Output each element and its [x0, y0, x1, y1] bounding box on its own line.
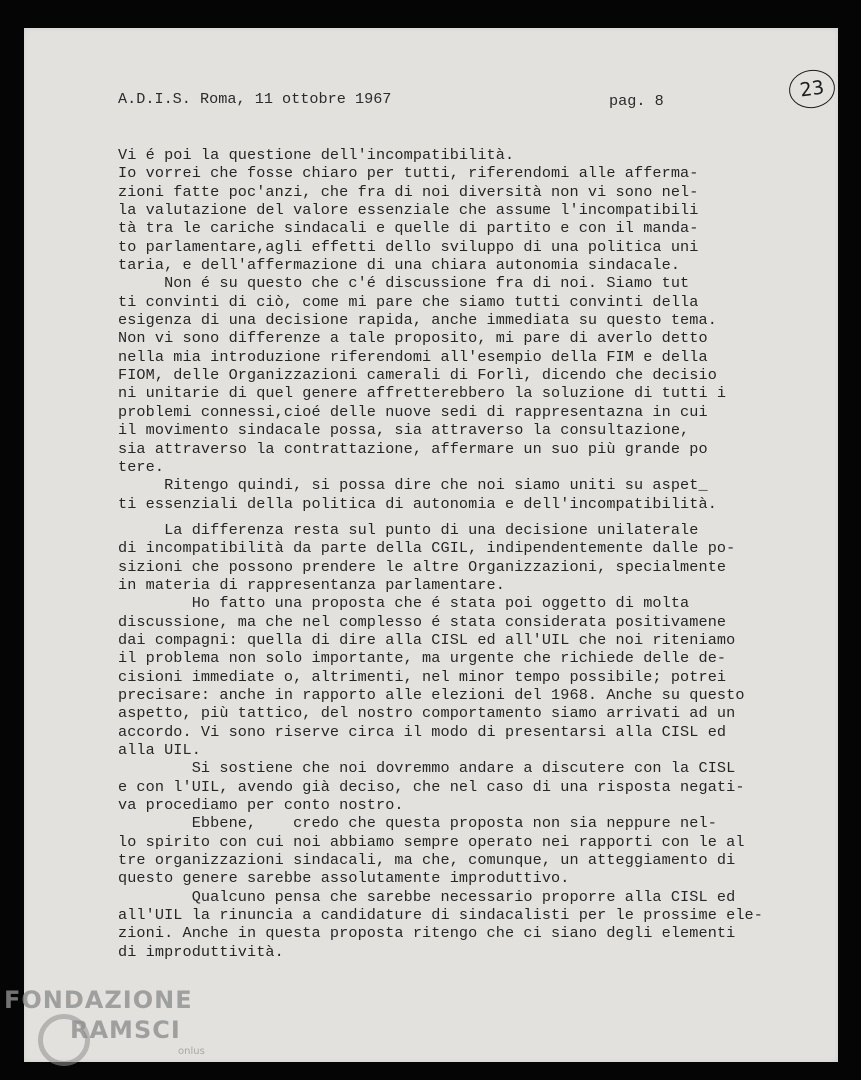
text-line: tre organizzazioni sindacali, ma che, comunque, un atteggiamento di	[118, 851, 736, 870]
text-line: ni unitarie di quel genere affretterebbero la soluzione di tutti i	[118, 384, 727, 403]
page-label: pag. 8	[609, 92, 664, 110]
text-line: in materia di rappresentanza parlamentare.	[118, 575, 505, 594]
text-line: va procediamo per conto nostro.	[118, 796, 404, 815]
text-line: tere.	[118, 457, 165, 476]
text-line: di improduttività.	[118, 942, 284, 961]
text-line: di incompatibilità da parte della CGIL, indipendentemente dalle po-	[118, 539, 736, 558]
text-line: dai compagni: quella di dire alla CISL ed all'UIL che noi riteniamo	[118, 630, 736, 649]
text-line: accordo. Vi sono riserve circa il modo di presentarsi alla CISL ed	[118, 722, 727, 741]
paragraph-gap	[118, 513, 763, 521]
text-line: Ho fatto una proposta che é stata poi oggetto di molta	[118, 594, 690, 613]
watermark-line1: FONDAZIONE	[4, 986, 193, 1014]
text-line: Vi é poi la questione dell'incompatibilità.	[118, 146, 515, 164]
text-line: tà tra le cariche sindacali e quelle di partito e con il manda-	[118, 219, 699, 238]
text-line: il movimento sindacale possa, sia attraverso la consultazione,	[118, 421, 690, 440]
document-body	[118, 146, 763, 961]
text-line: taria, e dell'affermazione di una chiara autonomia sindacale.	[118, 256, 681, 275]
text-line: zioni. Anche in questa proposta ritengo che ci siano degli elementi	[118, 924, 736, 943]
text-line: il problema non solo importante, ma urgente che richiede delle de-	[118, 649, 727, 668]
text-line: zioni fatte poc'anzi, che fra di noi diversità non vi sono nel-	[118, 182, 699, 201]
text-line: ti essenziali della politica di autonomia e dell'incompatibilità.	[118, 494, 717, 513]
text-line: Ritengo quindi, si possa dire che noi siamo uniti su aspet_	[118, 476, 708, 495]
text-line: FIOM, delle Organizzazioni camerali di Forlì, dicendo che decisio	[118, 366, 717, 385]
text-line: Qualcuno pensa che sarebbe necessario proporre alla CISL ed	[118, 887, 736, 906]
text-line: Si sostiene che noi dovremmo andare a discutere con la CISL	[118, 759, 736, 778]
text-line: alla UIL.	[118, 741, 201, 759]
text-line: lo spirito con cui noi abbiamo sempre operato nei rapporti con le al	[118, 832, 745, 851]
fondazione-gramsci-watermark	[4, 986, 224, 1072]
text-line: la valutazione del valore essenziale che assume l'incompatibili	[118, 201, 699, 220]
text-line: questo genere sarebbe assolutamente improduttivo.	[118, 869, 570, 888]
text-line: aspetto, più tattico, del nostro comportamento siamo arrivati ad un	[118, 704, 736, 723]
text-line: cisioni immediate o, altrimenti, nel minor tempo possibile; potrei	[118, 667, 727, 686]
text-line: ti convinti di ciò, come mi pare che siamo tutti convinti della	[118, 292, 699, 311]
text-line: sia attraverso la contrattazione, affermare un suo più grande po	[118, 439, 708, 458]
text-line: Non vi sono differenze a tale proposito, mi pare di averlo detto	[118, 329, 708, 348]
watermark-suffix: onlus	[178, 1046, 205, 1057]
page-number-stamp: 23	[787, 67, 838, 111]
text-line: problemi connessi,cioé delle nuove sedi di rappresentazna in cui	[118, 402, 708, 421]
text-line: Non é su questo che c'é discussione fra di noi. Siamo tut	[118, 274, 690, 293]
text-line: e con l'UIL, avendo già deciso, che nel caso di una risposta negati-	[118, 777, 745, 796]
text-line: La differenza resta sul punto di una decisione unilaterale	[118, 520, 699, 539]
text-line: esigenza di una decisione rapida, anche immediata su questo tema.	[118, 311, 717, 330]
text-line: Io vorrei che fosse chiaro per tutti, riferendomi alle afferma-	[118, 164, 699, 183]
text-line: all'UIL la rinuncia a candidature di sindacalisti per le prossime ele-	[118, 906, 763, 925]
text-line: nella mia introduzione riferendomi all'esempio della FIM e della	[118, 347, 708, 366]
text-line: precisare: anche in rapporto alle elezioni del 1968. Anche su questo	[118, 685, 745, 704]
text-line: sizioni che possono prendere le altre Organizzazioni, specialmente	[118, 557, 727, 576]
watermark-line2: RAMSCI	[70, 1016, 181, 1044]
document-header: A.D.I.S. Roma, 11 ottobre 1967	[118, 90, 392, 108]
text-line: to parlamentare,agli effetti dello sviluppo di una politica uni	[118, 237, 699, 256]
text-line: Ebbene, credo che questa proposta non sia neppure nel-	[118, 814, 717, 833]
text-line: discussione, ma che nel complesso é stata considerata positivamene	[118, 612, 727, 631]
